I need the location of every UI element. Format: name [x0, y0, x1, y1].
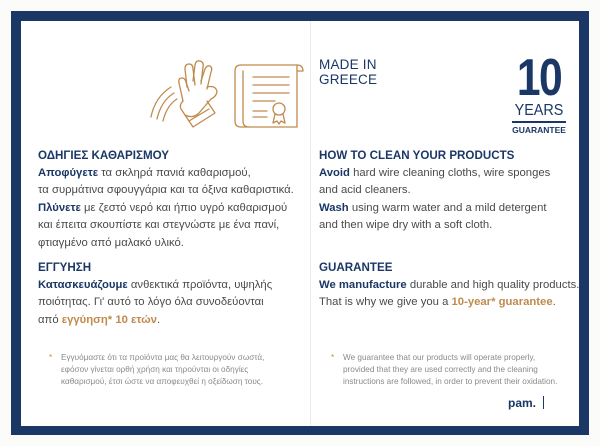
guarantee-badge: [508, 49, 570, 136]
pam-logo: pam.: [508, 396, 544, 410]
english-footnote: * We guarantee that our products will operate properly, provided that they are used correctly and the cleaning instructions are followed, in order to prevent their oxidation.: [331, 353, 558, 386]
greek-cleaning-section: [38, 147, 300, 252]
greek-cleaning-line: φτιαγμένο από μαλακό υλικό.: [38, 236, 184, 249]
english-guarantee-line: That is why we give you a 10-year* guarantee.: [319, 296, 556, 308]
greek-guarantee-title: ΕΓΓΥΗΣΗ: [38, 261, 92, 274]
english-guarantee-title: GUARANTEE: [319, 261, 393, 274]
greek-guarantee-line: ποιότητας. Γι' αυτό το λόγο όλα συνοδεύονται: [38, 296, 264, 308]
greek-guarantee-line: από εγγύηση* 10 ετών.: [38, 313, 161, 326]
badge-number: 10: [516, 49, 562, 107]
english-guarantee-section: [319, 259, 581, 312]
english-cleaning-line: Wash using warm water and a mild detergent: [319, 201, 547, 214]
footnote-star: *: [49, 353, 53, 362]
english-cleaning-line: Avoid hard wire cleaning cloths, wire sponges: [319, 166, 551, 179]
english-cleaning-line: and acid cleaners.: [319, 184, 411, 196]
greek-cleaning-line: και έπειτα σκουπίστε και στεγνώστε με ένα πανί,: [38, 219, 280, 231]
made-in-line2: GREECE: [319, 72, 378, 87]
greek-cleaning-line: Πλύνετε με ζεστό νερό και ήπιο υγρό καθαρισμού: [38, 201, 288, 214]
greek-guarantee-section: [38, 259, 300, 329]
badge-years: YEARS: [514, 102, 564, 119]
greek-cleaning-title: ΟΔΗΓΙΕΣ ΚΑΘΑΡΙΣΜΟΥ: [38, 149, 170, 162]
greek-guarantee-line: Κατασκευάζουμε ανθεκτικά προϊόντα, υψηλής: [38, 278, 273, 291]
greek-cleaning-line: τα συρμάτινα σφουγγάρια και τα όξινα καθαριστικά.: [38, 184, 294, 196]
greek-footnote: * Εγγυόμαστε ότι τα προϊόντα μας θα λειτουργούν σωστά, εφόσον γίνεται ορθή χρήση και τηρούνται οι οδηγίες καθαρισμού, έτσι ώστε να αποφευχθεί η οξείδωση τους.: [49, 353, 265, 386]
english-cleaning-title: HOW TO CLEAN YOUR PRODUCTS: [319, 149, 515, 162]
logo-bar: [543, 396, 544, 409]
english-guarantee-line: We manufacture durable and high quality products.: [319, 278, 580, 291]
english-cleaning-section: [319, 147, 581, 235]
border-frame: [11, 11, 589, 435]
footnote-star: *: [331, 353, 335, 362]
english-cleaning-line: and then wipe dry with a soft cloth.: [319, 219, 493, 231]
made-in-greece: [319, 57, 377, 87]
badge-guarantee: GUARANTEE: [512, 124, 566, 135]
made-in-line1: MADE IN: [319, 57, 377, 72]
greek-cleaning-line: Αποφύγετε τα σκληρά πανιά καθαρισμού,: [38, 166, 251, 179]
cleaning-and-certificate-icon: [149, 51, 309, 135]
badge-divider: [512, 121, 566, 123]
card: [21, 21, 579, 426]
